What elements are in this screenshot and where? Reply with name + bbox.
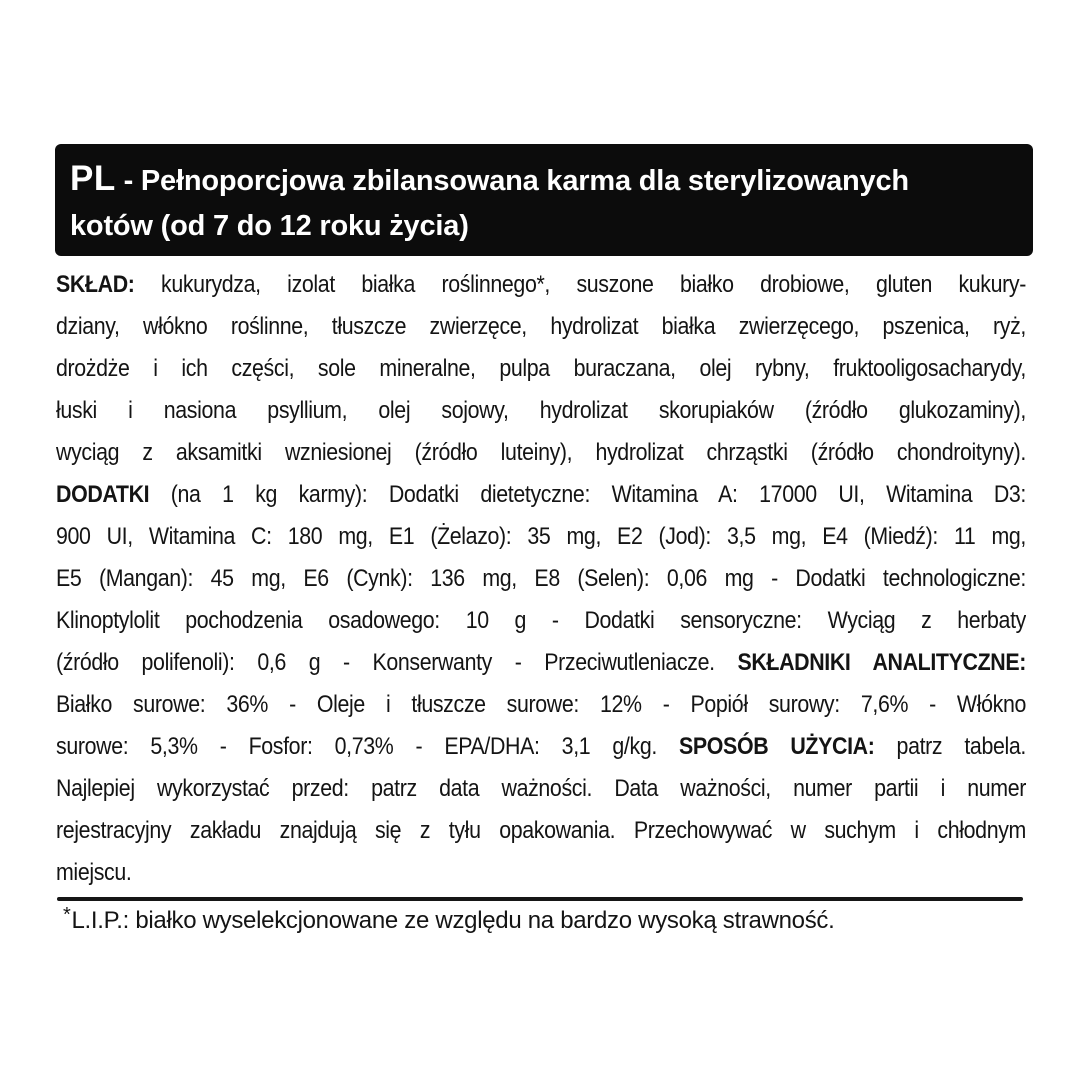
text-segment: (źródło polifenoli): 0,6 g - Konserwanty - Przeciwutleniacze. bbox=[56, 649, 738, 676]
footnote-text: L.I.P.: białko wyselekcjonowane ze względu na bardzo wysoką strawność. bbox=[71, 907, 835, 934]
header-title-line2: kotów (od 7 do 12 roku życia) bbox=[70, 210, 469, 242]
label-text-line bbox=[56, 810, 1026, 852]
header-bar bbox=[55, 144, 1033, 256]
label-text-line bbox=[56, 306, 1026, 348]
label-text-line bbox=[56, 852, 1026, 894]
footnote-asterisk-mark: * bbox=[63, 904, 71, 926]
text-segment: patrz tabela. bbox=[874, 733, 1026, 760]
text-segment: Klinoptylolit pochodzenia osadowego: 10 g - Dodatki sensoryczne: Wyciąg z herbaty bbox=[56, 607, 1026, 634]
label-text-line bbox=[56, 684, 1026, 726]
language-code: PL bbox=[70, 159, 116, 198]
text-segment: rejestracyjny zakładu znajdują się z tyłu opakowania. Przechowywać w suchym i chłodnym bbox=[56, 817, 1026, 844]
label-text-line bbox=[56, 768, 1026, 810]
text-segment: drożdże i ich części, sole mineralne, pulpa buraczana, olej rybny, fruktooligosacharydy, bbox=[56, 355, 1026, 382]
label-text-line bbox=[56, 600, 1026, 642]
header-separator: - bbox=[115, 165, 141, 197]
section-heading-text: SKŁAD: bbox=[56, 271, 135, 298]
label-text-line bbox=[56, 726, 1026, 768]
text-segment: E5 (Mangan): 45 mg, E6 (Cynk): 136 mg, E8 (Selen): 0,06 mg - Dodatki technologiczne: bbox=[56, 565, 1026, 592]
section-heading-text: DODATKI bbox=[56, 481, 150, 508]
text-segment: miejscu. bbox=[56, 859, 132, 886]
label-text-line bbox=[56, 516, 1026, 558]
label-text-line bbox=[56, 390, 1026, 432]
section-heading-text: SPOSÓB UŻYCIA: bbox=[679, 733, 875, 760]
text-segment: surowe: 5,3% - Fosfor: 0,73% - EPA/DHA: 3,1 g/kg. bbox=[56, 733, 680, 760]
label-text-line bbox=[56, 348, 1026, 390]
text-segment: Najlepiej wykorzystać przed: patrz data ważności. Data ważności, numer partii i numer bbox=[56, 775, 1026, 802]
label-text-line bbox=[56, 474, 1026, 516]
text-segment: 900 UI, Witamina C: 180 mg, E1 (Żelazo): 35 mg, E2 (Jod): 3,5 mg, E4 (Miedź): 11 mg, bbox=[56, 523, 1026, 550]
label-text-line bbox=[56, 264, 1026, 306]
text-segment: wyciąg z aksamitki wzniesionej (źródło luteiny), hydrolizat chrząstki (źródło chondroityny). bbox=[56, 439, 1026, 466]
text-segment: (na 1 kg karmy): Dodatki dietetyczne: Witamina A: 17000 UI, Witamina D3: bbox=[149, 481, 1026, 508]
label-text-line bbox=[56, 432, 1026, 474]
text-segment: dziany, włókno roślinne, tłuszcze zwierzęce, hydrolizat białka zwierzęcego, pszenica, ryż, bbox=[56, 313, 1026, 340]
footnote-divider-rule bbox=[57, 897, 1023, 901]
header-title-line1-text: Pełnoporcjowa zbilansowana karma dla sterylizowanych bbox=[140, 165, 909, 197]
label-text-line bbox=[56, 642, 1026, 684]
label-text-line bbox=[56, 558, 1026, 600]
header-title-line1 bbox=[70, 156, 1018, 204]
section-heading-text: SKŁADNIKI ANALITYCZNE: bbox=[737, 649, 1026, 676]
text-segment: kukurydza, izolat białka roślinnego*, suszone białko drobiowe, gluten kukury- bbox=[134, 271, 1026, 298]
footnote bbox=[63, 904, 835, 935]
text-segment: Białko surowe: 36% - Oleje i tłuszcze surowe: 12% - Popiół surowy: 7,6% - Włókno bbox=[56, 691, 1026, 718]
text-segment: łuski i nasiona psyllium, olej sojowy, hydrolizat skorupiaków (źródło glukozaminy), bbox=[56, 397, 1026, 424]
label-body-text bbox=[56, 264, 1026, 894]
